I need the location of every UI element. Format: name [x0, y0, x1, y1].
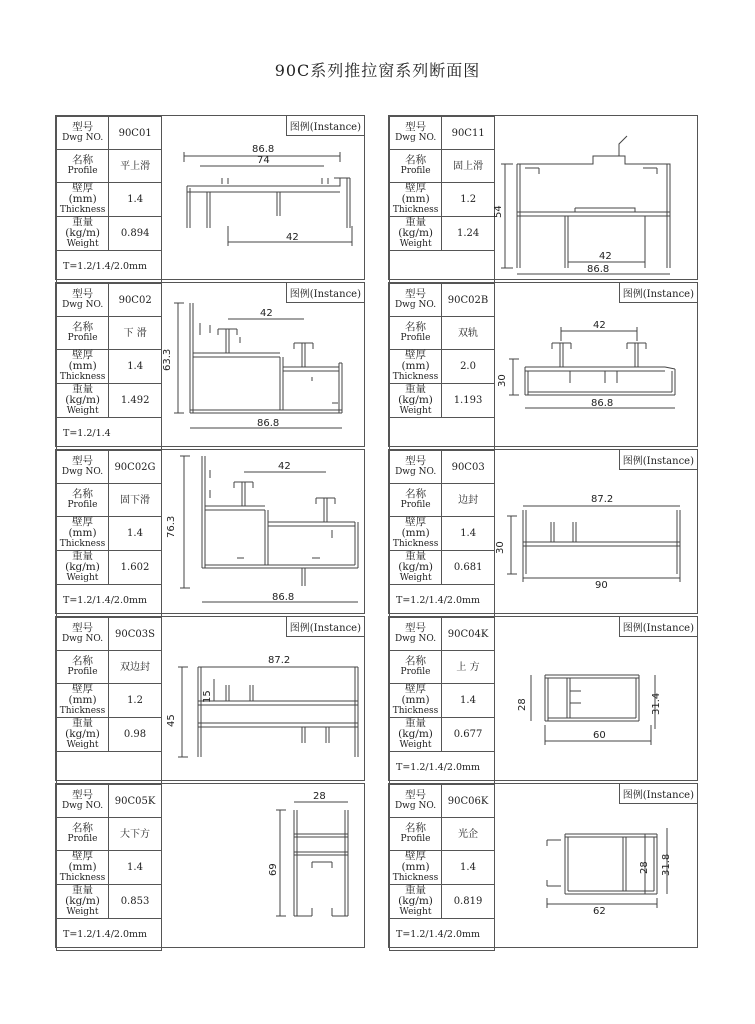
dwg-value: 90C02B	[442, 284, 495, 317]
profile-value: 光企	[442, 818, 495, 851]
instance-label: 图例(Instance)	[619, 449, 698, 470]
svg-text:42: 42	[593, 320, 606, 331]
svg-text:76.3: 76.3	[166, 515, 177, 538]
profile-value: 大下方	[109, 818, 162, 851]
weight-value: 1.24	[442, 217, 495, 251]
dwg-value: 90C03S	[109, 618, 162, 651]
tolerance-note: T=1.2/1.4/2.0mm	[390, 585, 495, 617]
profile-card-90c11	[388, 115, 698, 280]
weight-value: 0.677	[442, 718, 495, 752]
dwg-value: 90C03	[442, 451, 495, 484]
profile-card-90c05k	[55, 783, 365, 948]
profile-drawing	[495, 617, 698, 780]
svg-text:86.8: 86.8	[591, 398, 614, 409]
thickness-value: 1.2	[442, 183, 495, 217]
spec-table: 型号 Dwg NO. 90C03 名称 Profile 边封 壁厚 (mm) Thickness 1.4 重量 (kg/m) Weight 0.681 T=1.2/1.4/2.0mm	[389, 450, 495, 617]
svg-text:54: 54	[493, 205, 504, 218]
svg-text:62: 62	[593, 906, 606, 917]
instance-label: 图例(Instance)	[619, 783, 698, 804]
tolerance-note	[390, 251, 495, 283]
profile-drawing	[495, 116, 698, 279]
instance-label: 图例(Instance)	[619, 282, 698, 303]
svg-text:42: 42	[260, 308, 273, 319]
svg-text:86.8: 86.8	[272, 592, 295, 603]
weight-value: 0.894	[109, 217, 162, 251]
spec-table: 型号 Dwg NO. 90C05K 名称 Profile 大下方 壁厚 (mm) Thickness 1.4 重量 (kg/m) Weight 0.853 T=1.2/1.4/2.0mm	[56, 784, 162, 951]
svg-text:28: 28	[639, 861, 650, 874]
spec-table: 型号 Dwg NO. 90C02 名称 Profile 下 滑 壁厚 (mm) Thickness 1.4 重量 (kg/m) Weight 1.492 T=1.2/1.4	[56, 283, 162, 450]
thickness-value: 2.0	[442, 350, 495, 384]
profile-drawing	[162, 617, 365, 780]
svg-text:86.8: 86.8	[257, 418, 280, 429]
svg-text:30: 30	[495, 541, 506, 554]
spec-table: 型号 Dwg NO. 90C01 名称 Profile 平上滑 壁厚 (mm) Thickness 1.4 重量 (kg/m) Weight 0.894 T=1.2/1.4/2.0mm	[56, 116, 162, 283]
profile-value: 固下滑	[108, 484, 161, 517]
thickness-value: 1.4	[442, 851, 495, 885]
svg-text:31.4: 31.4	[651, 692, 662, 715]
spec-table: 型号 Dwg NO. 90C02G 名称 Profile 固下滑 壁厚 (mm) Thickness 1.4 重量 (kg/m) Weight 1.602 T=1.2/1.4/2.0mm	[56, 450, 162, 617]
profile-card-90c03	[388, 449, 698, 614]
dwg-value: 90C02G	[108, 451, 161, 484]
tolerance-note: T=1.2/1.4/2.0mm	[57, 251, 162, 283]
dwg-value: 90C06K	[442, 785, 495, 818]
svg-text:31.8: 31.8	[661, 853, 672, 876]
profile-value: 固上滑	[442, 150, 495, 183]
thickness-value: 1.4	[109, 350, 162, 384]
profile-drawing	[495, 283, 698, 446]
profile-value: 双边封	[109, 651, 162, 684]
profile-drawing	[162, 784, 365, 947]
weight-value: 0.681	[442, 551, 495, 585]
profile-card-90c04k	[388, 616, 698, 781]
svg-text:42: 42	[278, 461, 291, 472]
tolerance-note: T=1.2/1.4/2.0mm	[57, 585, 162, 617]
svg-text:42: 42	[599, 251, 612, 262]
tolerance-note: T=1.2/1.4/2.0mm	[57, 919, 162, 951]
spec-table: 型号 Dwg NO. 90C02B 名称 Profile 双轨 壁厚 (mm) Thickness 2.0 重量 (kg/m) Weight 1.193	[389, 283, 495, 450]
spec-table: 型号 Dwg NO. 90C06K 名称 Profile 光企 壁厚 (mm) Thickness 1.4 重量 (kg/m) Weight 0.819 T=1.2/1.4/2.0mm	[389, 784, 495, 951]
profile-card-90c01	[55, 115, 365, 280]
svg-text:87.2: 87.2	[591, 494, 614, 505]
profile-value: 双轨	[442, 317, 495, 350]
tolerance-note	[57, 752, 162, 784]
profile-drawing	[495, 450, 698, 613]
svg-text:42: 42	[286, 232, 299, 243]
thickness-value: 1.4	[442, 684, 495, 718]
instance-label: 图例(Instance)	[286, 115, 365, 136]
tolerance-note: T=1.2/1.4/2.0mm	[390, 752, 495, 784]
svg-text:87.2: 87.2	[268, 655, 291, 666]
weight-value: 1.602	[108, 551, 161, 585]
thickness-value: 1.4	[109, 183, 162, 217]
instance-label: 图例(Instance)	[286, 616, 365, 637]
svg-text:86.8: 86.8	[587, 264, 610, 275]
dwg-value: 90C02	[109, 284, 162, 317]
weight-value: 0.98	[109, 718, 162, 752]
instance-label: 图例(Instance)	[619, 616, 698, 637]
weight-value: 0.819	[442, 885, 495, 919]
svg-text:28: 28	[313, 791, 326, 802]
dwg-value: 90C11	[442, 117, 495, 150]
spec-table: 型号 Dwg NO. 90C11 名称 Profile 固上滑 壁厚 (mm) Thickness 1.2 重量 (kg/m) Weight 1.24	[389, 116, 495, 283]
spec-table: 型号 Dwg NO. 90C03S 名称 Profile 双边封 壁厚 (mm) Thickness 1.2 重量 (kg/m) Weight 0.98	[56, 617, 162, 784]
tolerance-note: T=1.2/1.4	[57, 418, 162, 450]
profile-value: 边封	[442, 484, 495, 517]
svg-text:45: 45	[166, 714, 177, 727]
thickness-value: 1.4	[442, 517, 495, 551]
profile-card-90c02	[55, 282, 365, 447]
svg-text:69: 69	[268, 863, 279, 876]
profile-drawing	[162, 116, 365, 279]
instance-label: 图例(Instance)	[286, 282, 365, 303]
profile-drawing	[495, 784, 698, 947]
profile-card-90c06k	[388, 783, 698, 948]
profile-card-90c03s	[55, 616, 365, 781]
dwg-value: 90C04K	[442, 618, 495, 651]
weight-value: 0.853	[109, 885, 162, 919]
profile-card-90c02g	[55, 449, 365, 614]
profile-value: 下 滑	[109, 317, 162, 350]
thickness-value: 1.2	[109, 684, 162, 718]
profile-value: 上 方	[442, 651, 495, 684]
svg-text:74: 74	[257, 155, 270, 166]
tolerance-note	[390, 418, 495, 450]
thickness-value: 1.4	[108, 517, 161, 551]
svg-text:28: 28	[517, 698, 528, 711]
page-title: 90C系列推拉窗系列断面图	[274, 61, 481, 80]
svg-text:90: 90	[595, 580, 608, 591]
svg-text:60: 60	[593, 730, 606, 741]
thickness-value: 1.4	[109, 851, 162, 885]
spec-table: 型号 Dwg NO. 90C04K 名称 Profile 上 方 壁厚 (mm) Thickness 1.4 重量 (kg/m) Weight 0.677 T=1.2/1.4/2.0mm	[389, 617, 495, 784]
dwg-value: 90C01	[109, 117, 162, 150]
weight-value: 1.193	[442, 384, 495, 418]
weight-value: 1.492	[109, 384, 162, 418]
svg-text:30: 30	[497, 374, 508, 387]
profile-drawing	[162, 283, 365, 446]
profile-value: 平上滑	[109, 150, 162, 183]
dwg-value: 90C05K	[109, 785, 162, 818]
svg-text:15: 15	[202, 690, 213, 703]
tolerance-note: T=1.2/1.4/2.0mm	[390, 919, 495, 951]
profile-card-90c02b	[388, 282, 698, 447]
svg-text:63.3: 63.3	[162, 348, 173, 371]
profile-drawing	[162, 450, 365, 613]
svg-text:86.8: 86.8	[252, 144, 275, 155]
